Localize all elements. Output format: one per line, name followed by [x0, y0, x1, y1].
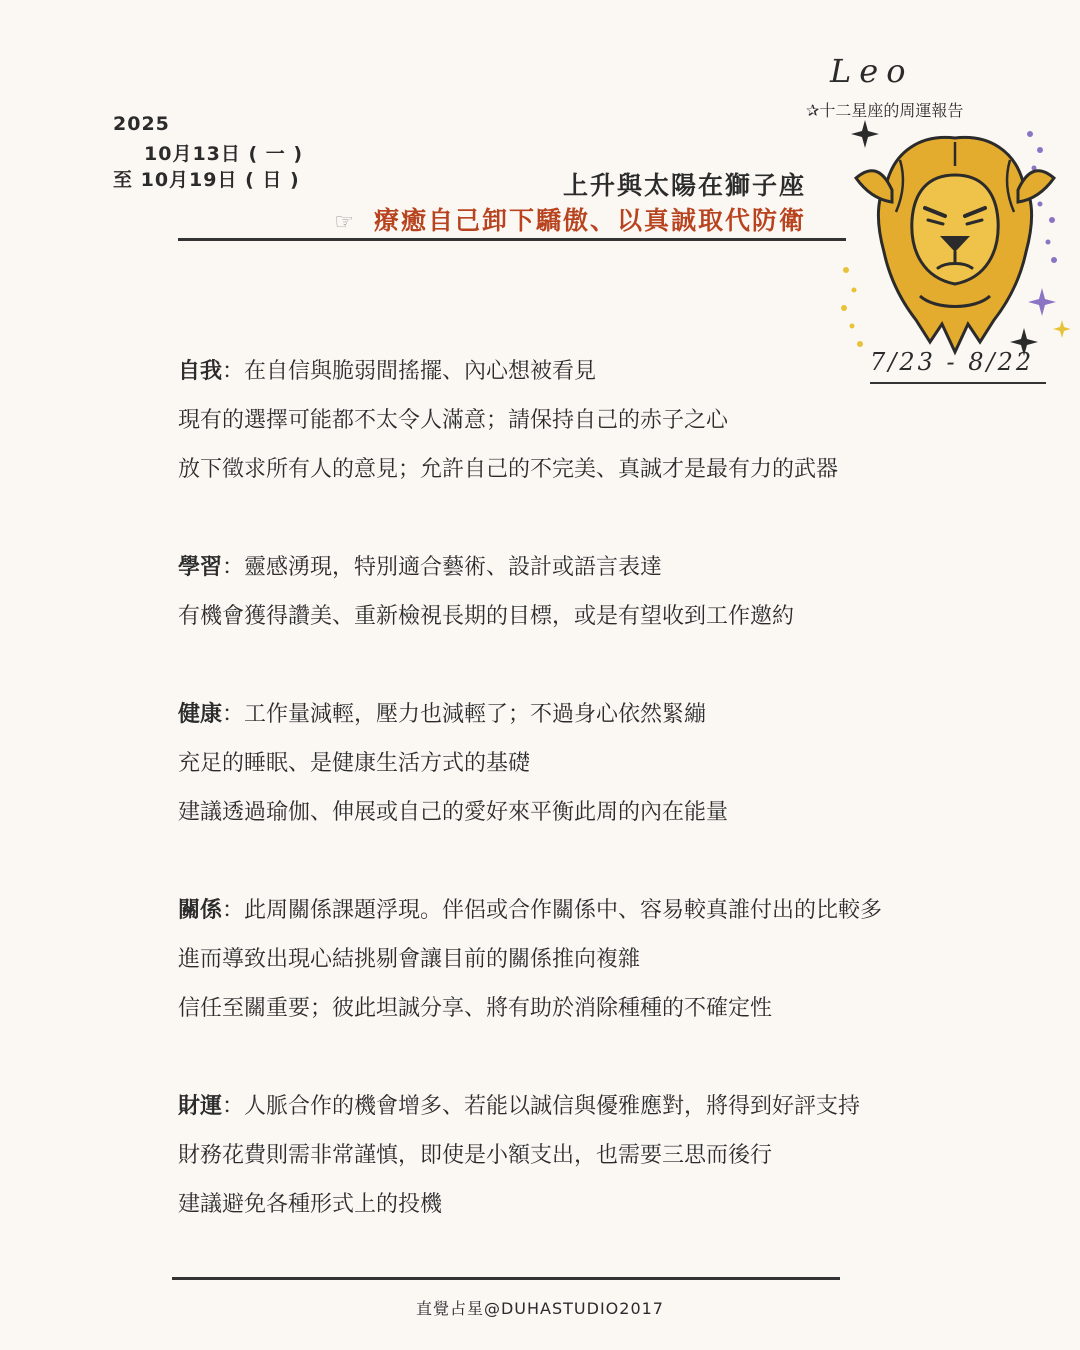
section-title: 學習	[178, 555, 223, 580]
date-start: 10月13日 ( 一 )	[144, 143, 304, 165]
section-title: 關係	[178, 898, 223, 923]
sparkle-icon	[1053, 320, 1070, 338]
headline: 上升與太陽在獅子座	[562, 171, 806, 200]
top-divider	[178, 238, 846, 241]
footer-credit: 直覺占星@DUHASTUDIO2017	[415, 1299, 664, 1318]
section-study: 學習：靈感湧現，特別適合藝術、設計或語言表達 有機會獲得讚美、重新檢視長期的目標，或是有望收到工作邀約	[178, 554, 794, 652]
section-title: 財運	[178, 1094, 223, 1119]
section-title: 健康	[178, 702, 223, 727]
section-relationship: 關係：此周關係課題浮現。伴侶或合作關係中、容易較真誰付出的比較多 進而導致出現心結挑剔會讓目前的關係推向複雜 信任至關重要；彼此坦誠分享、將有助於消除種種的不確定性	[178, 897, 882, 1044]
subtitle: 療癒自己卸下驕傲、以真誠取代防衛	[373, 206, 806, 235]
date-range-underline	[870, 382, 1046, 384]
sparkle-icon	[1028, 288, 1056, 316]
sparkle-icon	[851, 120, 879, 148]
section-line: 建議避免各種形式上的投機	[178, 1192, 443, 1217]
bottom-divider	[172, 1277, 840, 1280]
subtitle-row	[334, 201, 806, 237]
section-fortune: 財運：人脈合作的機會增多、若能以誠信與優雅應對，將得到好評支持 財務花費則需非常謹慎，即使是小額支出，也需要三思而後行 建議避免各種形式上的投機	[178, 1093, 860, 1240]
section-line: 進而導致出現心結挑剔會讓目前的關係推向複雜	[178, 947, 641, 972]
section-line: 信任至關重要；彼此坦誠分享、將有助於消除種種的不確定性	[178, 996, 773, 1021]
pointing-hand-icon: ☞	[334, 210, 356, 235]
section-title: 自我	[178, 359, 223, 384]
date-end: 至 10月19日 ( 日 )	[113, 169, 300, 191]
section-line: 財務花費則需非常謹慎，即使是小額支出，也需要三思而後行	[178, 1143, 773, 1168]
section-line: 現有的選擇可能都不太令人滿意；請保持自己的赤子之心	[178, 408, 729, 433]
sign-name: Leo	[830, 52, 914, 90]
section-line: 充足的睡眠、是健康生活方式的基礎	[178, 751, 531, 776]
section-line: 有機會獲得讚美、重新檢視長期的目標，或是有望收到工作邀約	[178, 604, 795, 629]
section-line: 建議透過瑜伽、伸展或自己的愛好來平衡此周的內在能量	[178, 800, 729, 825]
date-range: 7/23 - 8/22	[870, 348, 1035, 376]
year: 2025	[113, 113, 170, 135]
section-health: 健康：工作量減輕，壓力也減輕了；不過身心依然緊繃 充足的睡眠、是健康生活方式的基礎 建議透過瑜伽、伸展或自己的愛好來平衡此周的內在能量	[178, 701, 728, 848]
report-label: ✰十二星座的周運報告	[806, 101, 964, 120]
section-self: 自我：在自信與脆弱間搖擺、內心想被看見 現有的選擇可能都不太令人滿意；請保持自己的赤子之心 放下徵求所有人的意見；允許自己的不完美、真誠才是最有力的武器	[178, 358, 838, 505]
section-line: 放下徵求所有人的意見；允許自己的不完美、真誠才是最有力的武器	[178, 457, 839, 482]
